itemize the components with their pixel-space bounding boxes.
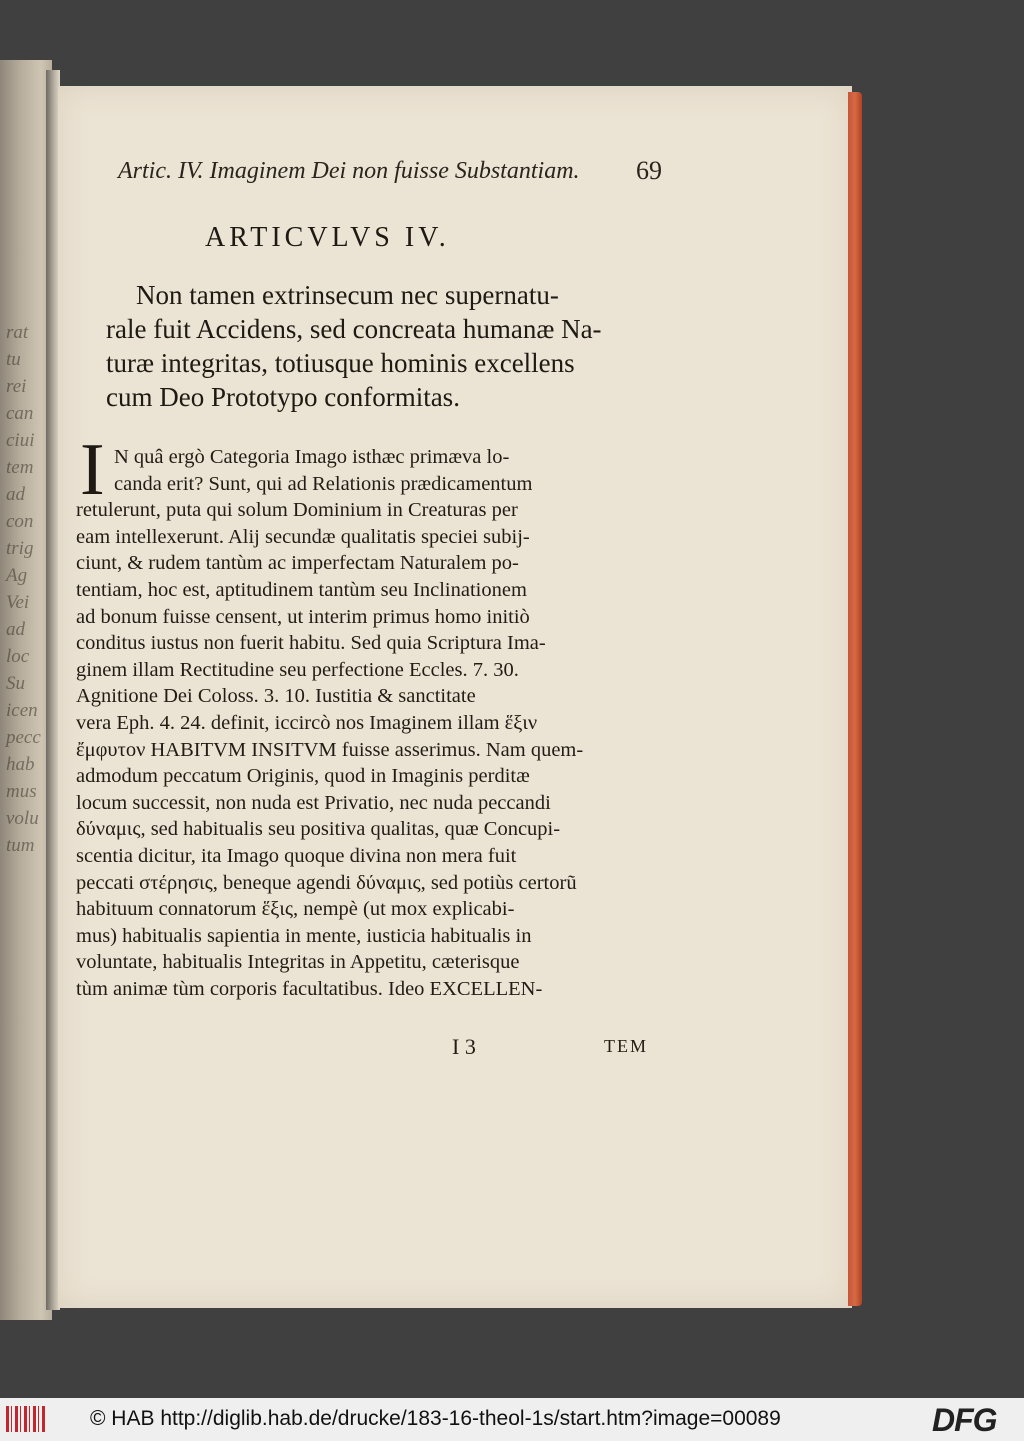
left-page-fragment: hab: [6, 754, 35, 775]
body-line: voluntate, habitualis Integritas in Appetitu, cæterisque: [76, 951, 520, 974]
summary-line: rale fuit Accidens, sed concreata humanæ Na-: [106, 314, 602, 344]
left-page-fragment: ciui: [6, 430, 35, 451]
body-line: N quâ ergò Categoria Imago isthæc primæva lo-: [114, 446, 510, 468]
body-line: retulerunt, puta qui solum Dominium in Creaturas per: [76, 499, 518, 522]
body-line: δύναμις, sed habitualis seu positiva qualitas, quæ Concupi-: [76, 818, 561, 841]
left-page-fragment: tum: [6, 835, 35, 856]
body-line: Agnitione Dei Coloss. 3. 10. Iustitia & sanctitate: [76, 685, 476, 708]
body-line: conditus iustus non fuerit habitu. Sed quia Scriptura Ima-: [76, 632, 546, 655]
body-line: habituum connatorum ἕξις, nempè (ut mox explicabi-: [76, 898, 515, 921]
body-text: [76, 444, 666, 1002]
left-page-edge: [0, 60, 52, 1320]
left-page-fragment: Vei: [6, 592, 30, 613]
left-page-fragment: pecc: [6, 727, 41, 748]
body-line: canda erit? Sunt, qui ad Relationis prædicamentum: [114, 472, 533, 495]
drop-cap: I: [80, 429, 105, 511]
footer-bar: [0, 1398, 1024, 1441]
catchword: TEM: [604, 1036, 648, 1056]
body-line: ginem illam Rectitudine seu perfectione Eccles. 7. 30.: [76, 658, 519, 681]
body-line: ad bonum fuisse censent, ut interim primus homo initiò: [76, 605, 530, 628]
left-page-fragment: tem: [6, 457, 34, 478]
left-page-fragment: Ag: [6, 565, 28, 586]
body-line: admodum peccatum Originis, quod in Imaginis perditæ: [76, 765, 530, 788]
summary-line: Non tamen extrinsecum nec supernatu-: [136, 280, 559, 310]
signature-mark: I 3: [452, 1034, 476, 1059]
left-page-fragment: mus: [6, 781, 37, 802]
barcode-icon: [6, 1406, 46, 1432]
body-line: ciunt, & rudem tantùm ac imperfectam Naturalem po-: [76, 552, 519, 575]
left-page-fragment: can: [6, 403, 34, 424]
summary-line: turæ integritas, totiusque hominis excellens: [106, 348, 575, 378]
red-page-edge: [848, 92, 862, 1306]
left-page-fragment: tu: [6, 349, 21, 370]
copyright-link[interactable]: © HAB http://diglib.hab.de/drucke/183-16-theol-1s/start.htm?image=00089: [90, 1407, 781, 1430]
article-heading: ARTICVLVS IV.: [205, 222, 450, 253]
left-page-fragment: loc: [6, 646, 30, 667]
body-line: vera Eph. 4. 24. definit, iccircò nos Imaginem illam ἕξιν: [76, 711, 538, 734]
page-number: 69: [636, 156, 662, 185]
body-line: eam intellexerunt. Alij secundæ qualitatis speciei subij-: [76, 525, 530, 548]
left-page-fragment: ad: [6, 619, 25, 640]
dfg-logo: DFG: [932, 1402, 997, 1438]
body-line: mus) habitualis sapientia in mente, iusticia habitualis in: [76, 924, 532, 947]
body-line: tentiam, hoc est, aptitudinem tantùm seu Inclinationem: [76, 578, 527, 601]
body-line: ἔμφυτον HABITVM INSITVM fuisse asserimus. Nam quem-: [76, 738, 584, 761]
left-page-fragment: volu: [6, 808, 39, 829]
left-page-fragment: con: [6, 511, 34, 532]
left-page-fragment: rat: [6, 322, 29, 343]
body-line: tùm animæ tùm corporis facultatibus. Ideo EXCELLEN-: [76, 977, 543, 1000]
body-line: scentia dicitur, ita Imago quoque divina non mera fuit: [76, 844, 517, 867]
left-page-fragment: trig: [6, 538, 34, 559]
left-page-fragment: icen: [6, 700, 38, 721]
article-summary: [106, 278, 666, 414]
body-line: locum successit, non nuda est Privatio, nec nuda peccandi: [76, 791, 551, 814]
left-page-fragment: ad: [6, 484, 25, 505]
summary-line: cum Deo Prototypo conformitas.: [106, 382, 460, 412]
left-page-fragment: Su: [6, 673, 25, 694]
running-head: Artic. IV. Imaginem Dei non fuisse Substantiam.: [118, 158, 580, 184]
body-line: peccati στέρησις, beneque agendi δύναμις, sed potiùs certorũ: [76, 871, 577, 894]
left-page-fragment: rei: [6, 376, 27, 397]
